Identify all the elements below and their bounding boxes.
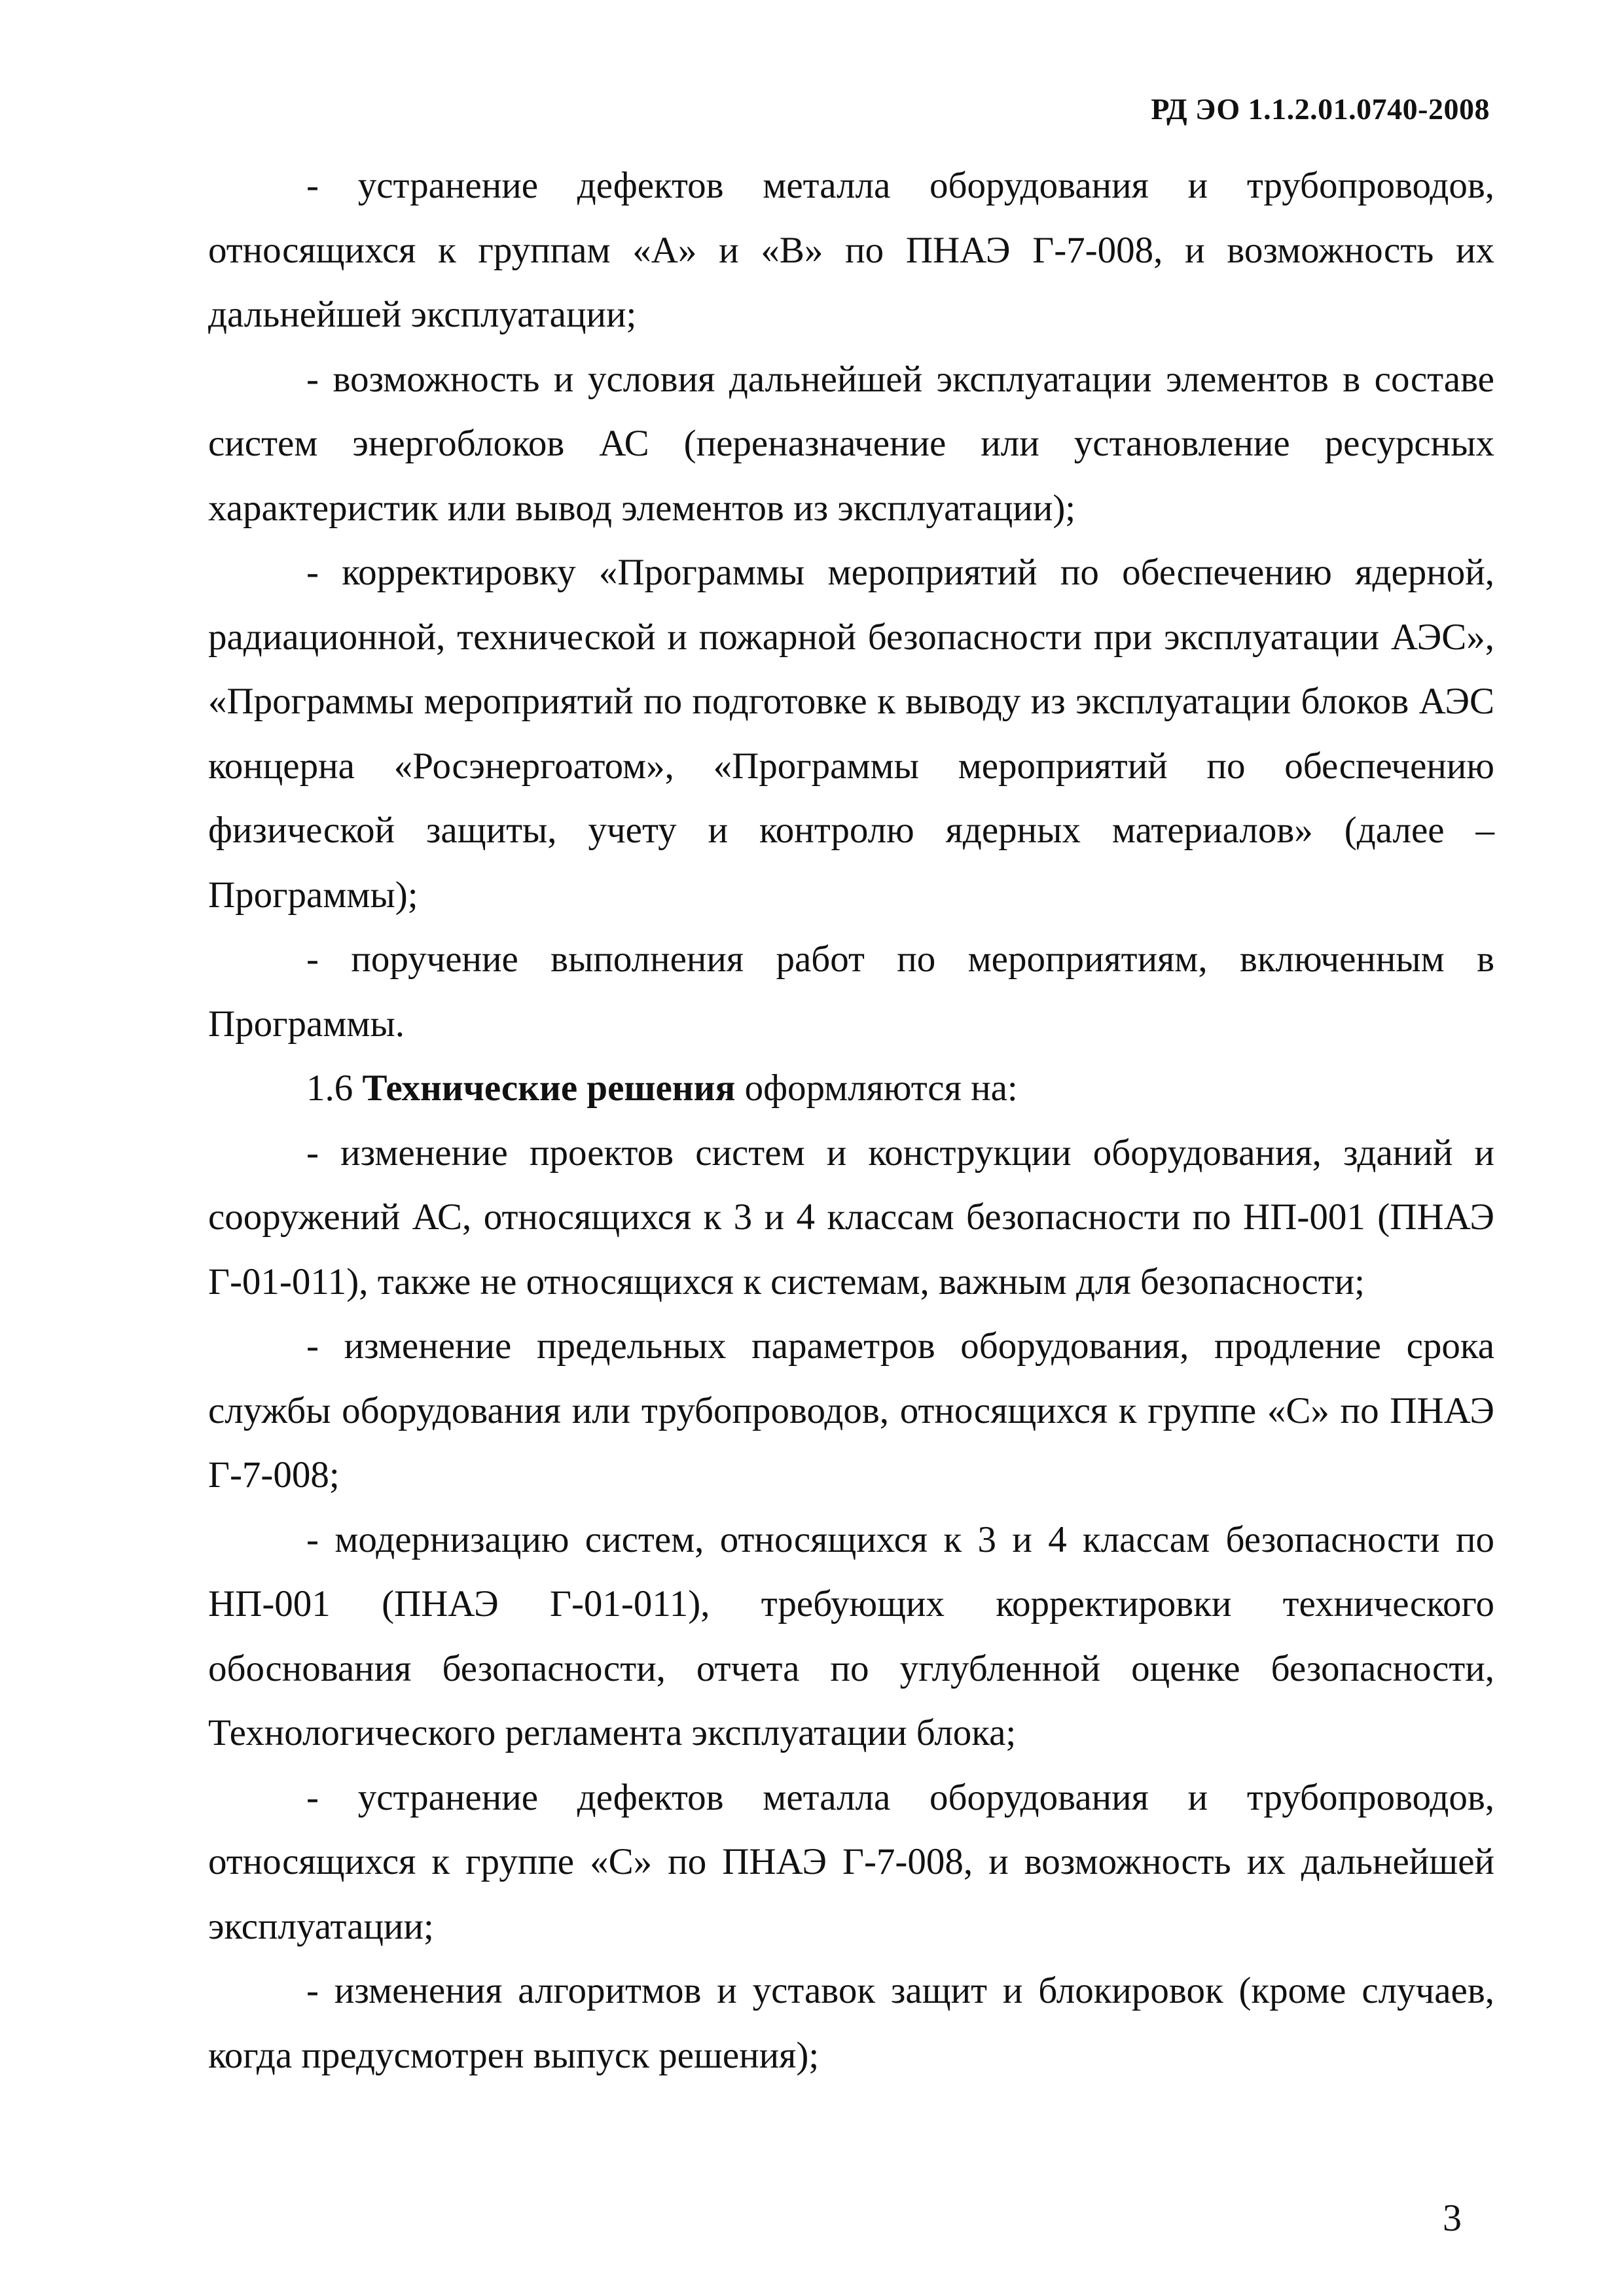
item-modernization: - модернизацию систем, относящихся к 3 и 4 классам безопасности по НП-001 (ПНАЭ Г-01-011), требующих корректировки технического обоснования безопасности, отчета по углубленной оценке безопасности, Технологического регламента эксплуатации блока; (208, 1518, 1494, 1753)
paragraph-operation-conditions: - возможность и условия дальнейшей эксплуатации элементов в составе систем энергоблоков АС (переназначение или установление ресурсных характеристик или вывод элементов из эксплуатации); (208, 358, 1494, 529)
page-number: 3 (1443, 2197, 1462, 2239)
document-code: РД ЭО 1.1.2.01.0740-2008 (1151, 92, 1490, 126)
item-defects-c: - устранение дефектов металла оборудования и трубопроводов, относящихся к группе «С» по ПНАЭ Г-7-008, и возможность их дальнейшей эксплуатации; (208, 1776, 1494, 1947)
item-project-changes: - изменение проектов систем и конструкции оборудования, зданий и сооружений АС, относящихся к 3 и 4 классам безопасности по НП-001 (ПНАЭ Г-01-011), также не относящихся к системам, важным для безопасности; (208, 1132, 1494, 1302)
section-bold-title: Технические решения (362, 1067, 736, 1109)
document-body (208, 154, 1494, 2088)
paragraph-program-correction: - корректировку «Программы мероприятий по обеспечению ядерной, радиационной, технической и пожарной безопасности при эксплуатации АЭС», «Программы мероприятий по подготовке к выводу из эксплуатации блоков АЭС концерна «Росэнергоатом», «Программы мероприятий по обеспечению физической защиты, учету и контролю ядерных материалов» (далее – Программы); (208, 552, 1494, 916)
paragraph-defects-a-b: - устранение дефектов металла оборудования и трубопроводов, относящихся к группам «А» и «В» по ПНАЭ Г-7-008, и возможность их дальнейшей эксплуатации; (208, 165, 1494, 335)
item-parameter-changes: - изменение предельных параметров оборудования, продление срока службы оборудования или трубопроводов, относящихся к группе «С» по ПНАЭ Г-7-008; (208, 1325, 1494, 1496)
paragraph-work-assignment: - поручение выполнения работ по мероприятиям, включенным в Программы. (208, 939, 1494, 1045)
section-rest: оформляются на: (744, 1067, 1018, 1109)
section-number: 1.6 (306, 1067, 353, 1109)
section-heading (208, 1056, 1494, 1121)
item-algorithm-changes: - изменения алгоритмов и уставок защит и блокировок (кроме случаев, когда предусмотрен выпуск решения); (208, 1970, 1494, 2076)
